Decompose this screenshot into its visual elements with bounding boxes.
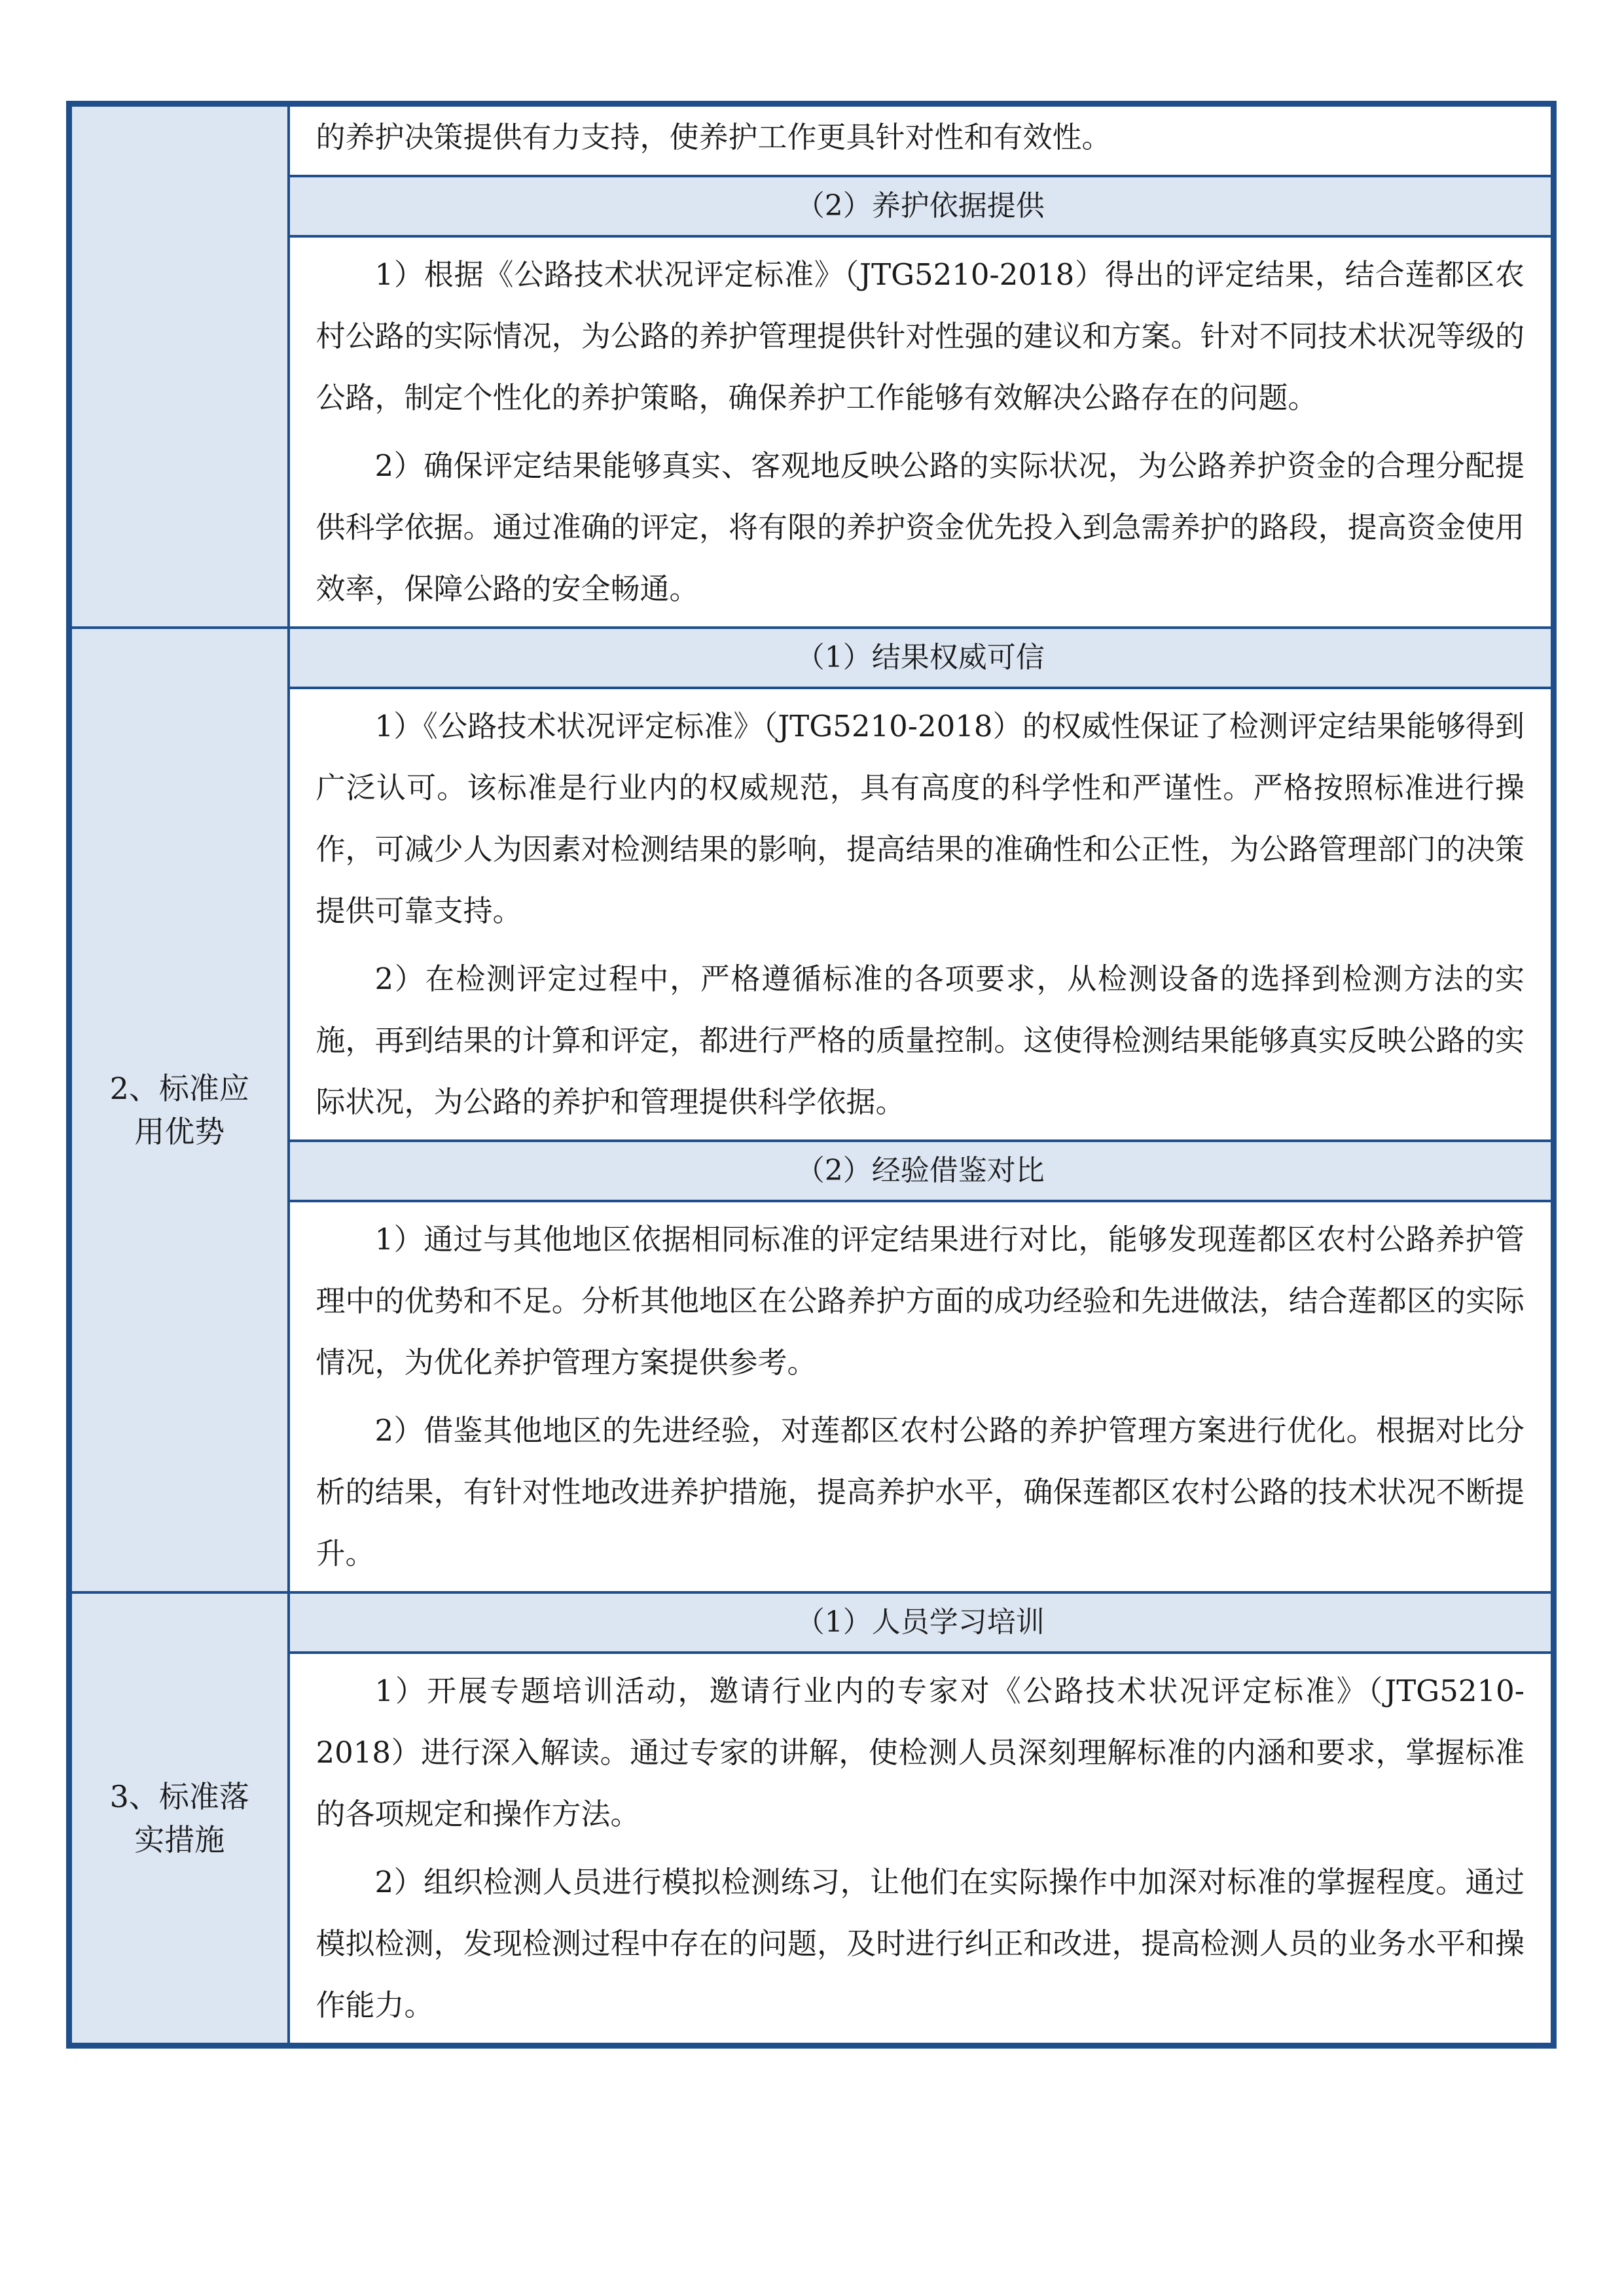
body-cell bbox=[289, 1653, 1554, 2046]
paragraph: 1）通过与其他地区依据相同标准的评定结果进行对比，能够发现莲都区农村公路养护管理中的优势和不足。分析其他地区在公路养护方面的成功经验和先进做法，结合莲都区的实际情况，为优化养护管理方案提供参考。 bbox=[316, 1222, 1525, 1380]
body-cell bbox=[289, 688, 1554, 1141]
section-label: 2、标准应用优势 bbox=[109, 1071, 249, 1149]
table-row bbox=[69, 1653, 1554, 2046]
content-table bbox=[66, 101, 1557, 2049]
body-cell bbox=[289, 1201, 1554, 1592]
table-row bbox=[69, 236, 1554, 628]
body-cell bbox=[289, 236, 1554, 628]
table-row bbox=[69, 628, 1554, 688]
subsection-heading: （1）结果权威可信 bbox=[289, 628, 1554, 688]
paragraph: 的养护决策提供有力支持，使养护工作更具针对性和有效性。 bbox=[316, 120, 1111, 154]
section-label-cell bbox=[69, 1592, 289, 2046]
paragraph: 1）《公路技术状况评定标准》（JTG5210-2018）的权威性保证了检测评定结果能够得到广泛认可。该标准是行业内的权威规范，具有高度的科学性和严谨性。严格按照标准进行操作，可减少人为因素对检测结果的影响，提高结果的准确性和公正性，为公路管理部门的决策提供可靠支持。 bbox=[316, 709, 1525, 928]
paragraph: 2）确保评定结果能够真实、客观地反映公路的实际状况，为公路养护资金的合理分配提供科学依据。通过准确的评定，将有限的养护资金优先投入到急需养护的路段，提高资金使用效率，保障公路的安全畅通。 bbox=[316, 448, 1525, 606]
paragraph: 1）开展专题培训活动，邀请行业内的专家对《公路技术状况评定标准》（JTG5210-2018）进行深入解读。通过专家的讲解，使检测人员深刻理解标准的内涵和要求，掌握标准的各项规定和操作方法。 bbox=[316, 1674, 1525, 1831]
section-label-cell bbox=[69, 628, 289, 1592]
subsection-heading: （2）经验借鉴对比 bbox=[289, 1141, 1554, 1201]
table-row bbox=[69, 688, 1554, 1141]
table-row bbox=[69, 1201, 1554, 1592]
paragraph: 1）根据《公路技术状况评定标准》（JTG5210-2018）得出的评定结果，结合莲都区农村公路的实际情况，为公路的养护管理提供针对性强的建议和方案。针对不同技术状况等级的公路，制定个性化的养护策略，确保养护工作能够有效解决公路存在的问题。 bbox=[316, 257, 1525, 415]
subsection-heading: （2）养护依据提供 bbox=[289, 176, 1554, 236]
subsection-heading: （1）人员学习培训 bbox=[289, 1592, 1554, 1653]
section-label: 3、标准落实措施 bbox=[109, 1779, 249, 1857]
section-label-cell bbox=[69, 104, 289, 628]
paragraph: 2）借鉴其他地区的先进经验，对莲都区农村公路的养护管理方案进行优化。根据对比分析的结果，有针对性地改进养护措施，提高养护水平，确保莲都区农村公路的技术状况不断提升。 bbox=[316, 1413, 1525, 1571]
paragraph: 2）组织检测人员进行模拟检测练习，让他们在实际操作中加深对标准的掌握程度。通过模拟检测，发现检测过程中存在的问题，及时进行纠正和改进，提高检测人员的业务水平和操作能力。 bbox=[316, 1865, 1525, 2022]
table-row bbox=[69, 1592, 1554, 1653]
body-cell bbox=[289, 104, 1554, 177]
paragraph: 2）在检测评定过程中，严格遵循标准的各项要求，从检测设备的选择到检测方法的实施，再到结果的计算和评定，都进行严格的质量控制。这使得检测结果能够真实反映公路的实际状况，为公路的养护和管理提供科学依据。 bbox=[316, 961, 1525, 1119]
table-row bbox=[69, 1141, 1554, 1201]
table-row bbox=[69, 104, 1554, 177]
table-row bbox=[69, 176, 1554, 236]
